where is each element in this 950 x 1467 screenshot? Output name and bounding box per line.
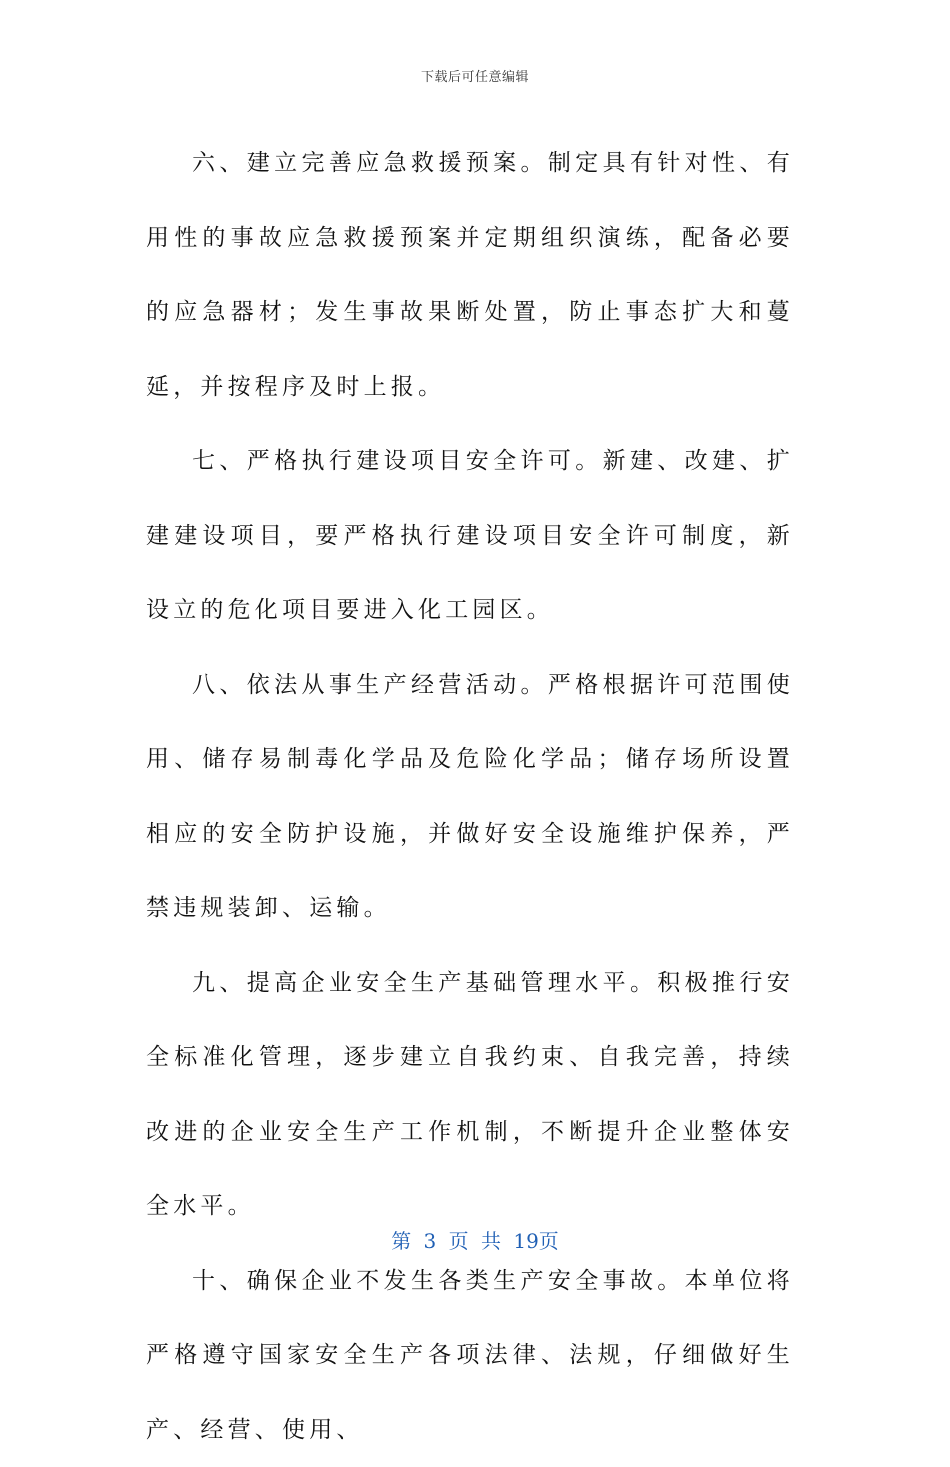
paragraph-6: 六、建立完善应急救援预案。制定具有针对性、有用性的事故应急救援预案并定期组织演练，配备必要的应急器材；发生事故果断处置，防止事态扩大和蔓延，并按程序及时上报。 — [146, 126, 794, 424]
paragraph-7: 七、严格执行建设项目安全许可。新建、改建、扩建建设项目，要严格执行建设项目安全许可制度，新设立的危化项目要进入化工园区。 — [146, 424, 794, 648]
page-number-footer: 第 3 页 共 19页 — [0, 1225, 950, 1254]
paragraph-8: 八、依法从事生产经营活动。严格根据许可范围使用、储存易制毒化学品及危险化学品；储存场所设置相应的安全防护设施，并做好安全设施维护保养，严禁违规装卸、运输。 — [146, 648, 794, 946]
page-header: 下载后可任意编辑 — [0, 66, 950, 85]
document-body — [146, 126, 794, 1467]
paragraph-9: 九、提高企业安全生产基础管理水平。积极推行安全标准化管理，逐步建立自我约束、自我完善，持续改进的企业安全生产工作机制，不断提升企业整体安全水平。 — [146, 946, 794, 1244]
paragraph-10: 十、确保企业不发生各类生产安全事故。本单位将严格遵守国家安全生产各项法律、法规，仔细做好生产、经营、使用、 — [146, 1244, 794, 1467]
